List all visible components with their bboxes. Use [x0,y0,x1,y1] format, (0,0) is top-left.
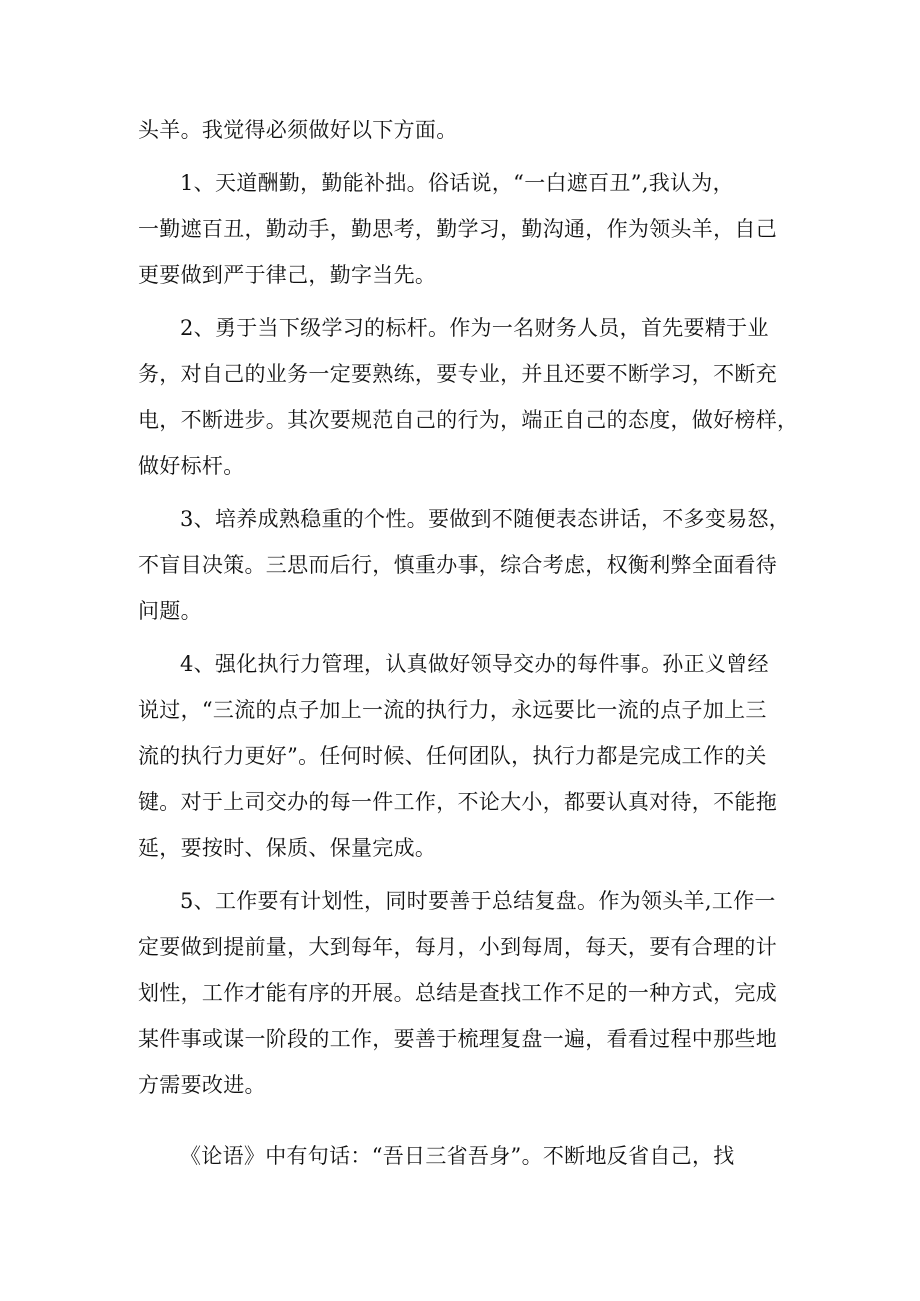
text-line: 延，要按时、保质、保量完成。 [138,836,437,860]
text-line: 流的执行力更好”。任何时候、任何团队，执行力都是完成工作的关 [138,744,767,768]
text-line: 更要做到严于律己，勤字当先。 [138,263,437,287]
text-line: 5、工作要有计划性，同时要善于总结复盘。作为领头羊,工作一 [180,889,776,913]
text-line: 划性，工作才能有序的开展。总结是查找工作不足的一种方式，完成 [138,981,777,1005]
text-line: 头羊。我觉得必须做好以下方面。 [138,118,458,142]
text-line: 说过，“三流的点子加上一流的执行力，永远要比一流的点子加上三 [138,698,767,722]
text-line: 做好标杆。 [138,454,245,478]
text-line: 某件事或谋一阶段的工作，要善于梳理复盘一遍，看看过程中那些地 [138,1027,777,1051]
text-line: 4、强化执行力管理，认真做好领导交办的每件事。孙正义曾经 [180,652,769,676]
text-line: 3、培养成熟稳重的个性。要做到不随便表态讲话，不多变易怒， [180,507,791,531]
text-line: 务，对自己的业务一定要熟练，要专业，并且还要不断学习，不断充 [138,362,777,386]
text-line: 定要做到提前量，大到每年，每月，小到每周，每天，要有合理的计 [138,935,777,959]
text-line: 不盲目决策。三思而后行，慎重办事，综合考虑，权衡利弊全面看待 [138,553,777,577]
text-line: 问题。 [138,599,202,623]
text-line: 方需要改进。 [138,1073,266,1097]
text-line: 2、勇于当下级学习的标杆。作为一名财务人员，首先要精于业 [180,316,769,340]
text-line: 电，不断进步。其次要规范自己的行为，端正自己的态度，做好榜样， [138,408,799,432]
text-line: 1、天道酬勤，勤能补拙。俗话说，“一白遮百丑”,我认为， [180,171,734,195]
text-line: 一勤遮百丑，勤动手，勤思考，勤学习，勤沟通，作为领头羊，自己 [138,217,777,241]
text-line: 《论语》中有句话：“吾日三省吾身”。不断地反省自己，找 [180,1144,735,1168]
text-line: 键。对于上司交办的每一件工作，不论大小，都要认真对待，不能拖 [138,790,777,814]
